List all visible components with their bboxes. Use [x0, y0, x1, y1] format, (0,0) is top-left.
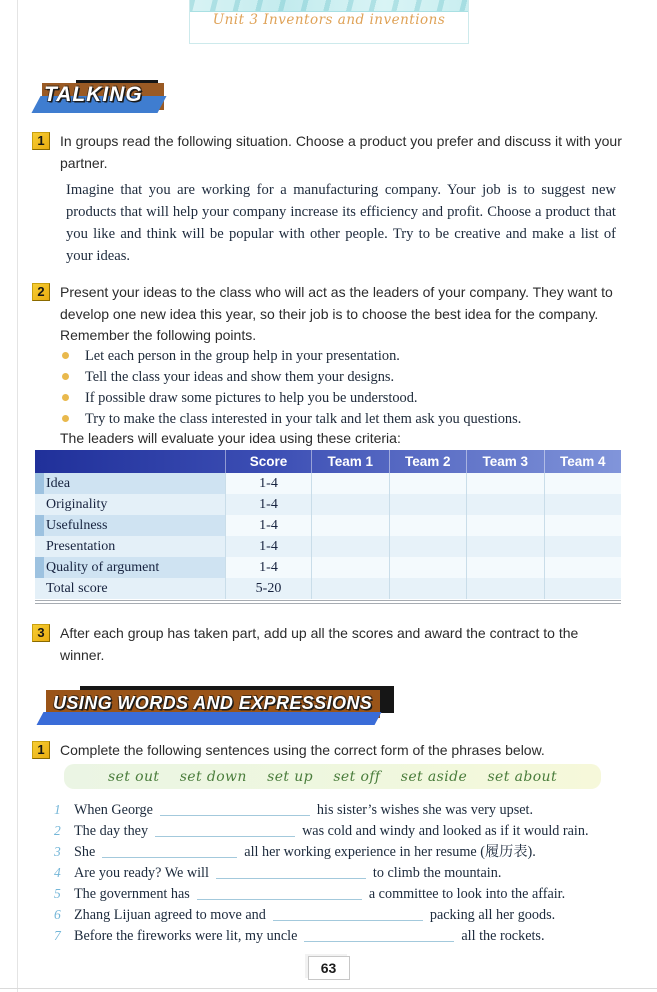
team-score-cell[interactable] — [466, 578, 544, 599]
talking-item-3 — [32, 623, 624, 666]
sentence-after: was cold and windy and looked as if it would rain. — [302, 823, 589, 839]
team-score-cell[interactable] — [311, 473, 389, 494]
row-label: Idea — [35, 473, 225, 494]
fill-in-blank[interactable] — [197, 887, 362, 900]
team-score-cell[interactable] — [466, 494, 544, 515]
score-range: 1-4 — [225, 494, 311, 515]
table-row — [35, 515, 621, 536]
section-header-talking — [30, 80, 200, 122]
team-score-cell[interactable] — [389, 536, 467, 557]
fill-in-blank[interactable] — [155, 824, 295, 837]
sentence-row — [52, 884, 637, 905]
phrase-option: set about — [487, 768, 557, 785]
bullet-icon — [62, 373, 69, 380]
talking-item-2 — [32, 282, 626, 347]
bullet-icon — [62, 415, 69, 422]
list-item: Tell the class your ideas and show them your designs. — [60, 367, 620, 388]
sentence-before: The government has — [74, 886, 190, 902]
table-row — [35, 473, 621, 494]
item-number-badge: 1 — [32, 741, 50, 759]
table-row — [35, 536, 621, 557]
bullet-icon — [62, 352, 69, 359]
score-range: 1-4 — [225, 473, 311, 494]
team-score-cell[interactable] — [544, 578, 622, 599]
fill-in-blank[interactable] — [102, 845, 237, 858]
team-score-cell[interactable] — [389, 494, 467, 515]
sentence-number: 1 — [54, 802, 61, 817]
item-number-badge: 3 — [32, 624, 50, 642]
item-text: After each group has taken part, add up all the scores and award the contract to the winner. — [60, 625, 579, 663]
sentence-before: She — [74, 844, 96, 860]
phrase-option: set up — [267, 768, 314, 785]
section-title: USING WORDS AND EXPRESSIONS — [53, 693, 373, 713]
talking-item-1 — [32, 131, 624, 174]
sentence-before: The day they — [74, 823, 149, 839]
column-header — [35, 450, 225, 473]
score-range: 1-4 — [225, 536, 311, 557]
sentence-before: When George — [74, 802, 153, 818]
team-score-cell[interactable] — [466, 473, 544, 494]
item-text: Present your ideas to the class who will act as the leaders of your company. They want to develop one new idea this year, so their job is to choose the best idea for the company. Remember the following points. — [60, 284, 613, 343]
column-header: Team 3 — [466, 450, 544, 473]
sentence-number: 4 — [54, 865, 61, 880]
fill-in-blank[interactable] — [160, 803, 310, 816]
table-header-row — [35, 450, 621, 473]
unit-title: Unit 3 Inventors and inventions — [212, 12, 446, 28]
row-label: Usefulness — [35, 515, 225, 536]
sentence-number: 7 — [54, 928, 61, 943]
sentence-number: 2 — [54, 823, 61, 838]
team-score-cell[interactable] — [389, 557, 467, 578]
using-words-exercise-1 — [32, 740, 624, 762]
unit-decoration-band — [190, 0, 468, 12]
team-score-cell[interactable] — [311, 578, 389, 599]
sentence-row — [52, 905, 637, 926]
sentence-after: to climb the mountain. — [372, 865, 502, 881]
row-label: Quality of argument — [35, 557, 225, 578]
unit-header — [189, 0, 469, 44]
sentence-row — [52, 800, 637, 821]
fill-in-blank[interactable] — [304, 929, 454, 942]
phrase-bank — [64, 764, 601, 789]
team-score-cell[interactable] — [544, 515, 622, 536]
sentence-after: his sister’s wishes she was very upset. — [316, 802, 533, 818]
sentence-number: 3 — [54, 844, 61, 859]
team-score-cell[interactable] — [389, 515, 467, 536]
team-score-cell[interactable] — [544, 557, 622, 578]
phrase-option: set off — [333, 768, 381, 785]
table-row — [35, 557, 621, 578]
sentence-row — [52, 842, 637, 863]
item-text: In groups read the following situation. Choose a product you prefer and discuss it with your partner. — [60, 133, 622, 171]
item-text: Complete the following sentences using the correct form of the phrases below. — [60, 742, 545, 758]
column-header: Team 2 — [389, 450, 467, 473]
column-header: Team 4 — [544, 450, 622, 473]
situation-passage: Imagine that you are working for a manufacturing company. Your job is to suggest new products that will help your company increase its efficiency and profit. Choose a product that you like and think will be popular with other people. Try to be creative and make a list of your ideas. — [66, 182, 616, 264]
list-item: If possible draw some pictures to help you be understood. — [60, 388, 620, 409]
team-score-cell[interactable] — [466, 557, 544, 578]
fill-in-blank[interactable] — [216, 866, 366, 879]
table-row — [35, 578, 621, 599]
team-score-cell[interactable] — [389, 578, 467, 599]
sentence-after: all her working experience in her resume (履历表). — [244, 844, 536, 860]
row-label: Presentation — [35, 536, 225, 557]
sentence-number: 6 — [54, 907, 61, 922]
sentence-row — [52, 821, 637, 842]
phrase-option: set aside — [400, 768, 468, 785]
team-score-cell[interactable] — [466, 515, 544, 536]
team-score-cell[interactable] — [311, 515, 389, 536]
column-header: Score — [225, 450, 311, 473]
sentence-after: a committee to look into the affair. — [368, 886, 566, 902]
table-row — [35, 494, 621, 515]
fill-in-sentences — [52, 800, 637, 947]
list-item: Try to make the class interested in your talk and let them ask you questions. — [60, 409, 620, 430]
team-score-cell[interactable] — [311, 494, 389, 515]
score-range: 5-20 — [225, 578, 311, 599]
sentence-after: all the rockets. — [461, 928, 545, 944]
section-header-using-words — [30, 686, 420, 728]
section-title: TALKING — [44, 83, 143, 106]
sentence-before: Zhang Lijuan agreed to move and — [74, 907, 266, 923]
item-number-badge: 2 — [32, 283, 50, 301]
criteria-intro: The leaders will evaluate your idea using these criteria: — [60, 430, 401, 446]
row-label: Total score — [35, 578, 225, 599]
sentence-number: 5 — [54, 886, 61, 901]
item-number-badge: 1 — [32, 132, 50, 150]
page-bottom-edge-line — [0, 988, 657, 989]
team-score-cell[interactable] — [466, 536, 544, 557]
team-score-cell[interactable] — [389, 473, 467, 494]
sentence-row — [52, 926, 637, 947]
phrase-option: set down — [179, 768, 247, 785]
page-left-edge-line — [17, 0, 18, 992]
sentence-before: Before the fireworks were lit, my uncle — [74, 928, 298, 944]
column-header: Team 1 — [311, 450, 389, 473]
team-score-cell[interactable] — [544, 473, 622, 494]
team-score-cell[interactable] — [311, 557, 389, 578]
bullet-icon — [62, 394, 69, 401]
page-number: 63 — [308, 956, 350, 980]
row-label: Originality — [35, 494, 225, 515]
sentence-after: packing all her goods. — [429, 907, 556, 923]
evaluation-table — [35, 450, 621, 604]
phrase-option: set out — [108, 768, 160, 785]
score-range: 1-4 — [225, 557, 311, 578]
list-item: Let each person in the group help in your presentation. — [60, 346, 620, 367]
presentation-points-list — [60, 346, 620, 430]
fill-in-blank[interactable] — [273, 908, 423, 921]
team-score-cell[interactable] — [544, 494, 622, 515]
sentence-before: Are you ready? We will — [74, 865, 209, 881]
team-score-cell[interactable] — [544, 536, 622, 557]
score-range: 1-4 — [225, 515, 311, 536]
sentence-row — [52, 863, 637, 884]
team-score-cell[interactable] — [311, 536, 389, 557]
